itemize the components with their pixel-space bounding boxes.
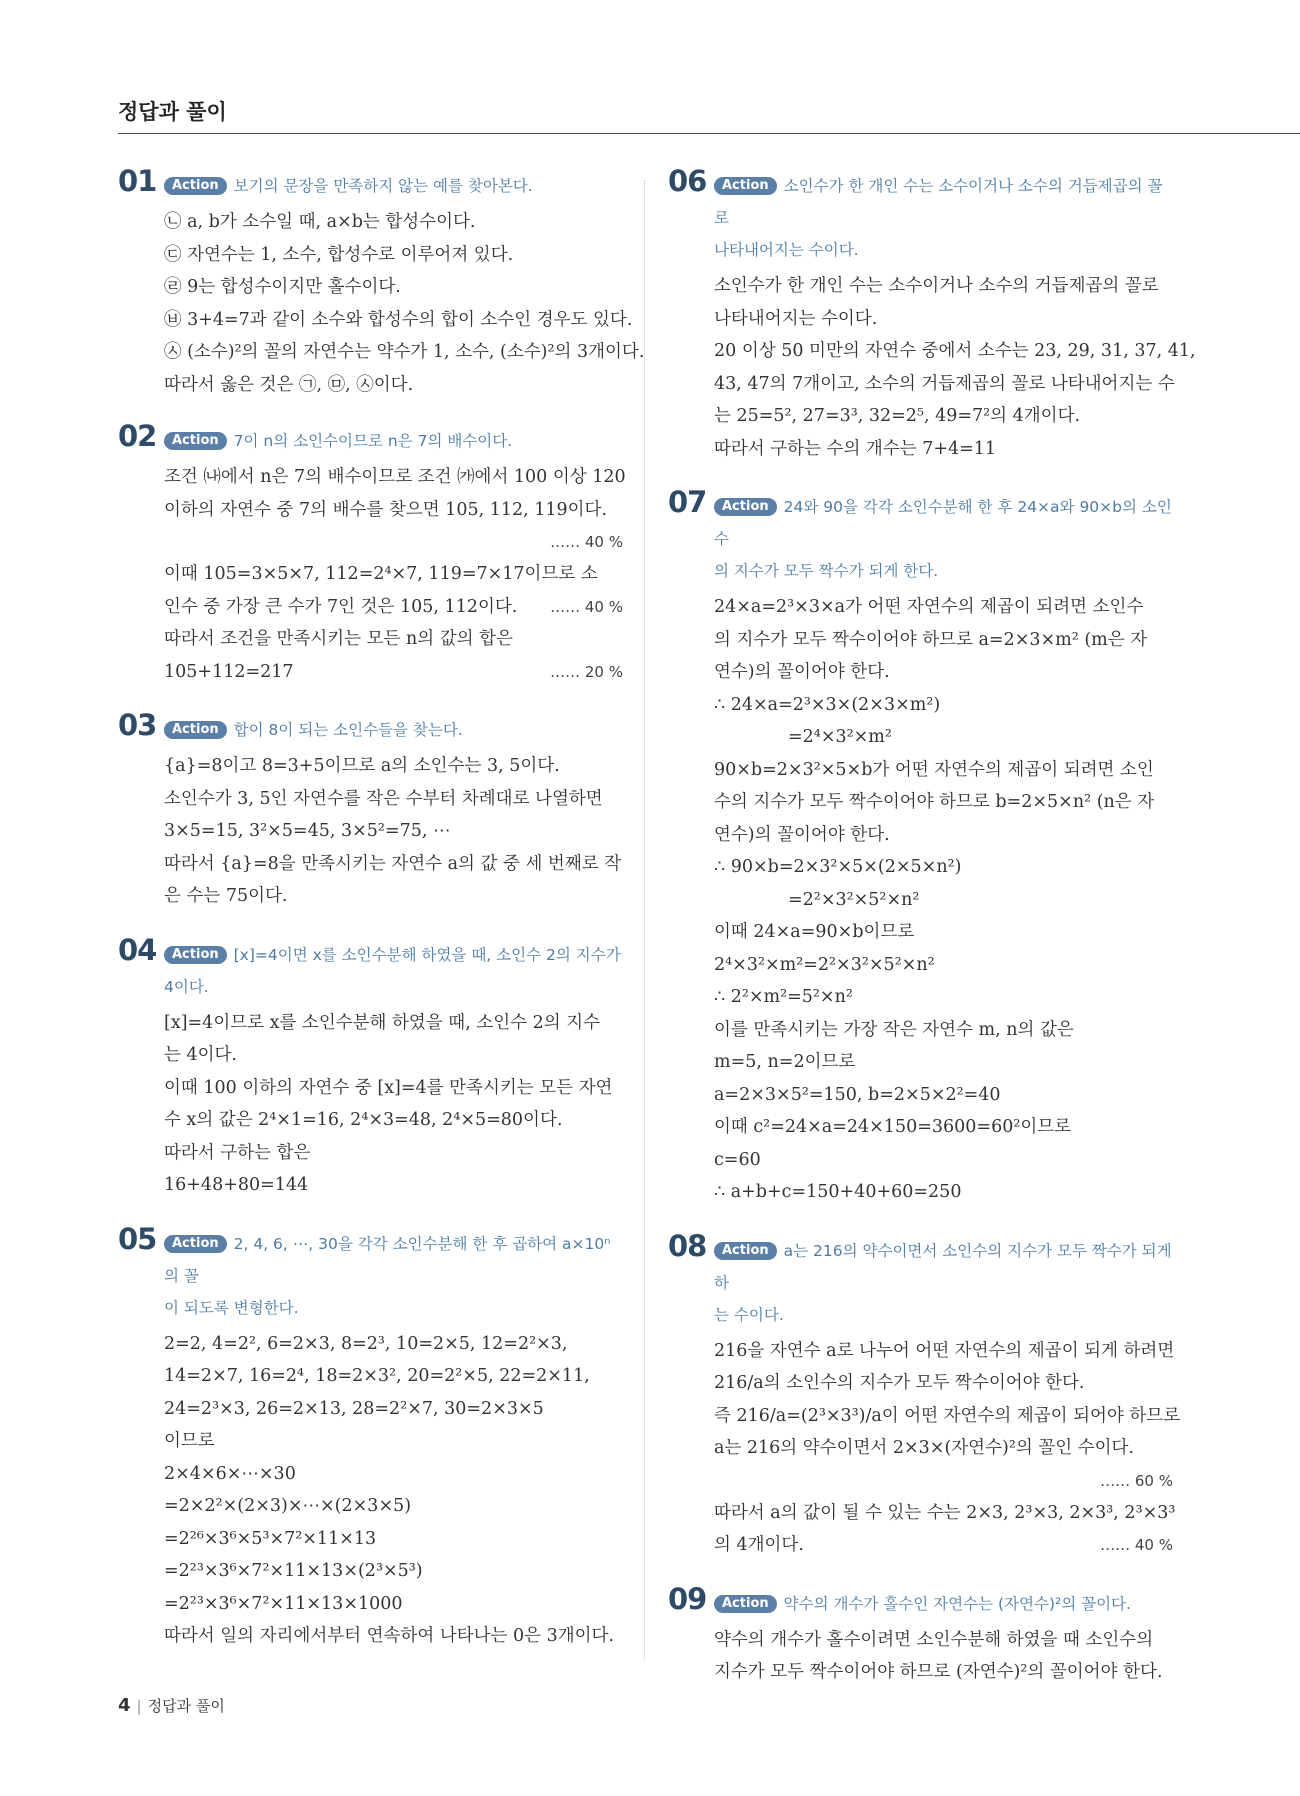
solution-line [714, 851, 1173, 884]
solution-line [714, 1335, 1173, 1368]
action-text: 소인수가 한 개인 수는 소수이거나 소수의 거듭제곱의 꼴로 [714, 177, 1163, 227]
solution-text: 따라서 일의 자리에서부터 연속하여 나타나는 0은 3개이다. [164, 1626, 615, 1646]
action-hint [714, 234, 1173, 266]
solution-text: 이때 c²=24×a=24×150=3600=60²이므로 [714, 1117, 1072, 1137]
solution-line [714, 1497, 1176, 1530]
solution-line [714, 303, 1173, 336]
solution-body [714, 1624, 1173, 1689]
solution-text: 이므로 [164, 1431, 215, 1451]
page-number: 4 [118, 1695, 131, 1716]
solution-line [714, 270, 1173, 303]
solution-line [714, 916, 1173, 949]
solution-text: 이때 24×a=90×b이므로 [714, 922, 915, 942]
problem-08 [668, 1228, 1181, 1562]
solution-text: 216을 자연수 a로 나누어 어떤 자연수의 제곱이 되게 하려면 [714, 1340, 1175, 1361]
solution-line [714, 949, 1173, 982]
problem-number: 09 [668, 1581, 707, 1616]
solution-text: 즉 216/a=(2³×3³)/a이 어떤 자연수의 제곱이 되어야 하므로 [714, 1405, 1181, 1426]
score-percentage: …… 60 % [1100, 1471, 1173, 1490]
solution-line [714, 754, 1173, 787]
action-hint [164, 971, 623, 1003]
action-hint [164, 1292, 623, 1324]
problem-01 [118, 164, 645, 401]
solution-line [714, 1046, 1173, 1079]
solution-line [164, 623, 623, 656]
action-hint [164, 1228, 623, 1292]
action-badge: Action [164, 432, 227, 450]
solution-line [164, 656, 623, 689]
solution-text: c=60 [714, 1149, 761, 1170]
solution-text: 수 x의 값은 2⁴×1=16, 2⁴×3=48, 2⁴×5=80이다. [164, 1110, 563, 1130]
solution-line [714, 400, 1173, 433]
solution-line [164, 369, 623, 402]
solution-line [714, 1176, 1173, 1209]
solution-line [714, 981, 1173, 1014]
action-text: 는 수이다. [714, 1305, 784, 1324]
solution-text: 따라서 구하는 합은 [164, 1142, 311, 1163]
solution-text: 연수)의 꼴이어야 한다. [714, 824, 890, 845]
solution-text: 인수 중 가장 큰 수가 7인 것은 105, 112이다. [164, 596, 518, 617]
solution-text: 43, 47의 7개이고, 소수의 거듭제곱의 꼴로 나타내어지는 수 [714, 373, 1175, 394]
problem-number: 05 [118, 1221, 157, 1256]
solution-line [164, 1588, 623, 1621]
problem-07 [668, 485, 1173, 1209]
solution-text: =2²³×3⁶×7²×11×13×1000 [164, 1593, 403, 1614]
action-hint [714, 491, 1173, 555]
action-badge: Action [714, 177, 777, 195]
solution-text: ∴ 24×a=2³×3×(2×3×m²) [714, 694, 941, 715]
solution-body [714, 591, 1173, 1209]
solution-line [714, 1432, 1173, 1465]
solution-text: a=2×3×5²=150, b=2×5×2²=40 [714, 1084, 1001, 1105]
solution-text: 이때 100 이하의 자연수 중 [x]=4를 만족시키는 모든 자연 [164, 1077, 613, 1098]
solution-text: =2⁴×3²×m² [788, 727, 892, 747]
solution-line [714, 1014, 1173, 1047]
problem-number: 01 [118, 164, 157, 198]
solution-text: 14=2×7, 16=2⁴, 18=2×3², 20=2²×5, 22=2×11, [164, 1366, 590, 1386]
solution-text: 2=2, 4=2², 6=2×3, 8=2³, 10=2×5, 12=2²×3, [164, 1333, 568, 1354]
solution-line [714, 1400, 1181, 1433]
solution-line [714, 786, 1173, 819]
solution-text: 소인수가 한 개인 수는 소수이거나 소수의 거듭제곱의 꼴로 [714, 276, 1159, 296]
solution-line [164, 1328, 623, 1361]
action-badge: Action [164, 177, 227, 195]
score-percentage: …… 40 % [550, 597, 623, 616]
problem-04 [118, 932, 623, 1202]
solution-text: 수의 지수가 모두 짝수이어야 하므로 b=2×5×n² (n은 자 [714, 792, 1155, 812]
action-hint [714, 1235, 1173, 1299]
solution-line [164, 1490, 623, 1523]
solution-text: a는 216의 약수이면서 2×3×(자연수)²의 꼴인 수이다. [714, 1438, 1134, 1458]
solution-line [164, 1039, 623, 1072]
solution-text: 105+112=217 [164, 661, 294, 682]
solution-body [714, 270, 1196, 465]
solution-line [164, 494, 623, 527]
action-hint [714, 1299, 1173, 1331]
solution-text: 따라서 {a}=8을 만족시키는 자연수 a의 값 중 세 번째로 작 [164, 853, 622, 874]
solution-text: 의 지수가 모두 짝수이어야 하므로 a=2×3×m² (m은 자 [714, 629, 1148, 650]
solution-line [714, 433, 1173, 466]
solution-line [164, 783, 623, 816]
problem-06 [668, 164, 1196, 465]
action-hint [164, 425, 623, 457]
problem-number: 03 [118, 708, 157, 742]
solution-text: m=5, n=2이므로 [714, 1052, 856, 1072]
solution-line [164, 750, 623, 783]
solution-text: 24=2³×3, 26=2×13, 28=2²×7, 30=2×3×5 [164, 1398, 544, 1419]
solution-body [714, 1335, 1181, 1562]
page-footer [118, 1695, 225, 1716]
problem-number: 04 [118, 932, 157, 967]
solution-text: 연수)의 꼴이어야 한다. [714, 662, 890, 682]
solution-text: ㉢ 자연수는 1, 소수, 합성수로 이루어져 있다. [164, 244, 514, 265]
solution-body [164, 206, 645, 401]
solution-line [164, 239, 623, 272]
solution-text: ∴ 2²×m²=5²×n² [714, 987, 853, 1007]
solution-line [164, 815, 623, 848]
action-text: 보기의 문장을 만족하지 않는 예를 찾아본다. [233, 177, 533, 195]
footer-label: 정답과 풀이 [147, 1697, 225, 1715]
solution-text: =2²×3²×5²×n² [788, 889, 920, 910]
solution-line [164, 591, 623, 624]
solution-line [714, 819, 1173, 852]
action-text: 의 지수가 모두 짝수가 되게 한다. [714, 562, 939, 580]
action-text: 나타내어지는 수이다. [714, 241, 859, 259]
solution-text: 는 4이다. [164, 1045, 237, 1065]
solution-text: =2×2²×(2×3)×⋯×(2×3×5) [164, 1496, 412, 1516]
problem-03 [118, 708, 623, 913]
solution-text: 은 수는 75이다. [164, 886, 288, 906]
solution-text: 90×b=2×3²×5×b가 어떤 자연수의 제곱이 되려면 소인 [714, 759, 1154, 780]
solution-text: 2×4×6×⋯×30 [164, 1463, 296, 1484]
action-text: 2, 4, 6, ⋯, 30을 각각 소인수분해 한 후 곱하여 a×10ⁿ의 꼴 [164, 1234, 611, 1285]
solution-line [164, 1360, 623, 1393]
header-divider [118, 133, 1300, 134]
solution-line [164, 304, 633, 337]
action-badge: Action [164, 946, 227, 964]
solution-text: 이하의 자연수 중 7의 배수를 찾으면 105, 112, 119이다. [164, 499, 608, 520]
solution-text: 이를 만족시키는 가장 작은 자연수 m, n의 값은 [714, 1019, 1074, 1040]
solution-line [164, 336, 645, 369]
solution-text: 는 25=5², 27=3³, 32=2⁵, 49=7²의 4개이다. [714, 406, 1081, 426]
solution-line [164, 461, 626, 494]
action-text: 약수의 개수가 홀수인 자연수는 (자연수)²의 꼴이다. [783, 1594, 1131, 1613]
solution-body [164, 461, 626, 688]
solution-text: 이때 105=3×5×7, 112=2⁴×7, 119=7×17이므로 소 [164, 564, 598, 584]
solution-line [164, 271, 623, 304]
solution-text: ㉥ 3+4=7과 같이 소수와 합성수의 합이 소수인 경우도 있다. [164, 309, 633, 330]
action-hint [164, 714, 623, 746]
problem-number: 08 [668, 1228, 707, 1263]
score-percentage: …… 20 % [550, 662, 623, 681]
solution-line [164, 1169, 623, 1202]
solution-text: 24×a=2³×3×a가 어떤 자연수의 제곱이 되려면 소인수 [714, 597, 1144, 617]
solution-line [164, 1523, 623, 1556]
problem-02 [118, 419, 626, 688]
action-text: [x]=4이면 x를 소인수분해 하였을 때, 소인수 2의 지수가 [233, 945, 621, 964]
left-column [118, 164, 645, 1653]
solution-line [714, 1144, 1173, 1177]
solution-text: 의 4개이다. [714, 1535, 804, 1555]
solution-line [714, 1367, 1173, 1400]
solution-text: 나타내어지는 수이다. [714, 308, 878, 329]
page-title: 정답과 풀이 [118, 100, 227, 124]
solution-text: =2²³×3⁶×7²×11×13×(2³×5³) [164, 1561, 423, 1581]
solution-line [164, 1007, 623, 1040]
solution-text: 조건 ㈏에서 n은 7의 배수이므로 조건 ㈎에서 100 이상 120 [164, 467, 626, 487]
solution-body [164, 1328, 623, 1653]
solution-text: 따라서 옳은 것은 ㉠, ㉤, ㉦이다. [164, 374, 414, 395]
solution-text: 2⁴×3²×m²=2²×3²×5²×n² [714, 954, 935, 975]
solution-line [164, 1072, 623, 1105]
problem-09 [668, 1581, 1173, 1689]
solution-text: ∴ 90×b=2×3²×5×(2×5×n²) [714, 857, 962, 877]
solution-text: [x]=4이므로 x를 소인수분해 하였을 때, 소인수 2의 지수 [164, 1012, 601, 1033]
solution-text: ㉣ 9는 합성수이지만 홀수이다. [164, 277, 401, 297]
action-badge: Action [714, 498, 777, 516]
solution-text: {a}=8이고 8=3+5이므로 a의 소인수는 3, 5이다. [164, 756, 560, 776]
solution-line [164, 558, 623, 591]
solution-line [164, 1104, 623, 1137]
solution-text: ㉡ a, b가 소수일 때, a×b는 합성수이다. [164, 212, 476, 232]
action-badge: Action [714, 1242, 777, 1260]
right-column [668, 164, 1196, 1689]
solution-text: 약수의 개수가 홀수이려면 소인수분해 하였을 때 소인수의 [714, 1629, 1154, 1650]
solution-text: 따라서 구하는 수의 개수는 7+4=11 [714, 438, 997, 459]
solution-line [164, 206, 623, 239]
problem-number: 06 [668, 164, 707, 198]
solution-text: 따라서 조건을 만족시키는 모든 n의 값의 합은 [164, 629, 513, 649]
action-text: 4이다. [164, 977, 209, 996]
solution-line [714, 1079, 1173, 1112]
solution-text: 지수가 모두 짝수이어야 하므로 (자연수)²의 꼴이어야 한다. [714, 1662, 1163, 1682]
solution-text: =2²⁶×3⁶×5³×7²×11×13 [164, 1528, 377, 1549]
solution-line [164, 1425, 623, 1458]
solution-line [714, 1656, 1173, 1689]
solution-line [164, 1393, 623, 1426]
solution-body [164, 750, 623, 913]
solution-line [714, 721, 1173, 754]
solution-line [714, 689, 1173, 722]
column-divider [644, 180, 645, 1660]
solution-line [714, 335, 1196, 368]
action-hint [164, 939, 623, 971]
action-badge: Action [164, 721, 227, 739]
solution-text: 따라서 a의 값이 될 수 있는 수는 2×3, 2³×3, 2×3³, 2³×3³ [714, 1502, 1176, 1523]
score-percentage: …… 40 % [550, 533, 623, 551]
footer-separator: | [136, 1697, 142, 1715]
action-text: 합이 8이 되는 소인수들을 찾는다. [233, 721, 463, 739]
solution-text: 16+48+80=144 [164, 1175, 309, 1195]
solution-line [164, 848, 623, 881]
solution-line [714, 624, 1173, 657]
action-hint [714, 170, 1173, 234]
score-percentage: …… 40 % [1100, 1536, 1173, 1554]
action-badge: Action [164, 1235, 227, 1253]
action-text: a는 216의 약수이면서 소인수의 지수가 모두 짝수가 되게 하 [714, 1241, 1172, 1292]
solution-line [164, 1620, 623, 1653]
solution-text: 소인수가 3, 5인 자연수를 작은 수부터 차례대로 나열하면 [164, 788, 603, 809]
action-badge: Action [714, 1595, 777, 1613]
problem-number: 07 [668, 485, 707, 519]
solution-line [714, 1624, 1173, 1657]
solution-line [714, 1111, 1173, 1144]
solution-line [714, 368, 1173, 401]
action-hint [714, 555, 1173, 587]
solution-line [714, 884, 1173, 917]
action-hint [164, 170, 623, 202]
solution-line [164, 880, 623, 913]
solution-line [164, 1137, 623, 1170]
action-text: 이 되도록 변형한다. [164, 1298, 299, 1317]
solution-body [164, 1007, 623, 1202]
solution-text: 3×5=15, 3²×5=45, 3×5²=75, ⋯ [164, 821, 451, 841]
action-text: 24와 90을 각각 소인수분해 한 후 24×a와 90×b의 소인수 [714, 498, 1172, 548]
solution-line [714, 1529, 1173, 1562]
solution-text: ∴ a+b+c=150+40+60=250 [714, 1182, 962, 1202]
action-text: 7이 n의 소인수이므로 n은 7의 배수이다. [233, 432, 513, 450]
solution-text: 216/a의 소인수의 지수가 모두 짝수이어야 한다. [714, 1373, 1085, 1393]
solution-text: ㉦ (소수)²의 꼴의 자연수는 약수가 1, 소수, (소수)²의 3개이다. [164, 342, 645, 362]
solution-text: 20 이상 50 미만의 자연수 중에서 소수는 23, 29, 31, 37, 41, [714, 341, 1196, 361]
solution-line [714, 656, 1173, 689]
solution-line [714, 591, 1173, 624]
solution-line [164, 1555, 623, 1588]
solution-line [164, 1458, 623, 1491]
problem-number: 02 [118, 419, 157, 453]
problem-05 [118, 1221, 623, 1653]
action-hint [714, 1588, 1173, 1620]
